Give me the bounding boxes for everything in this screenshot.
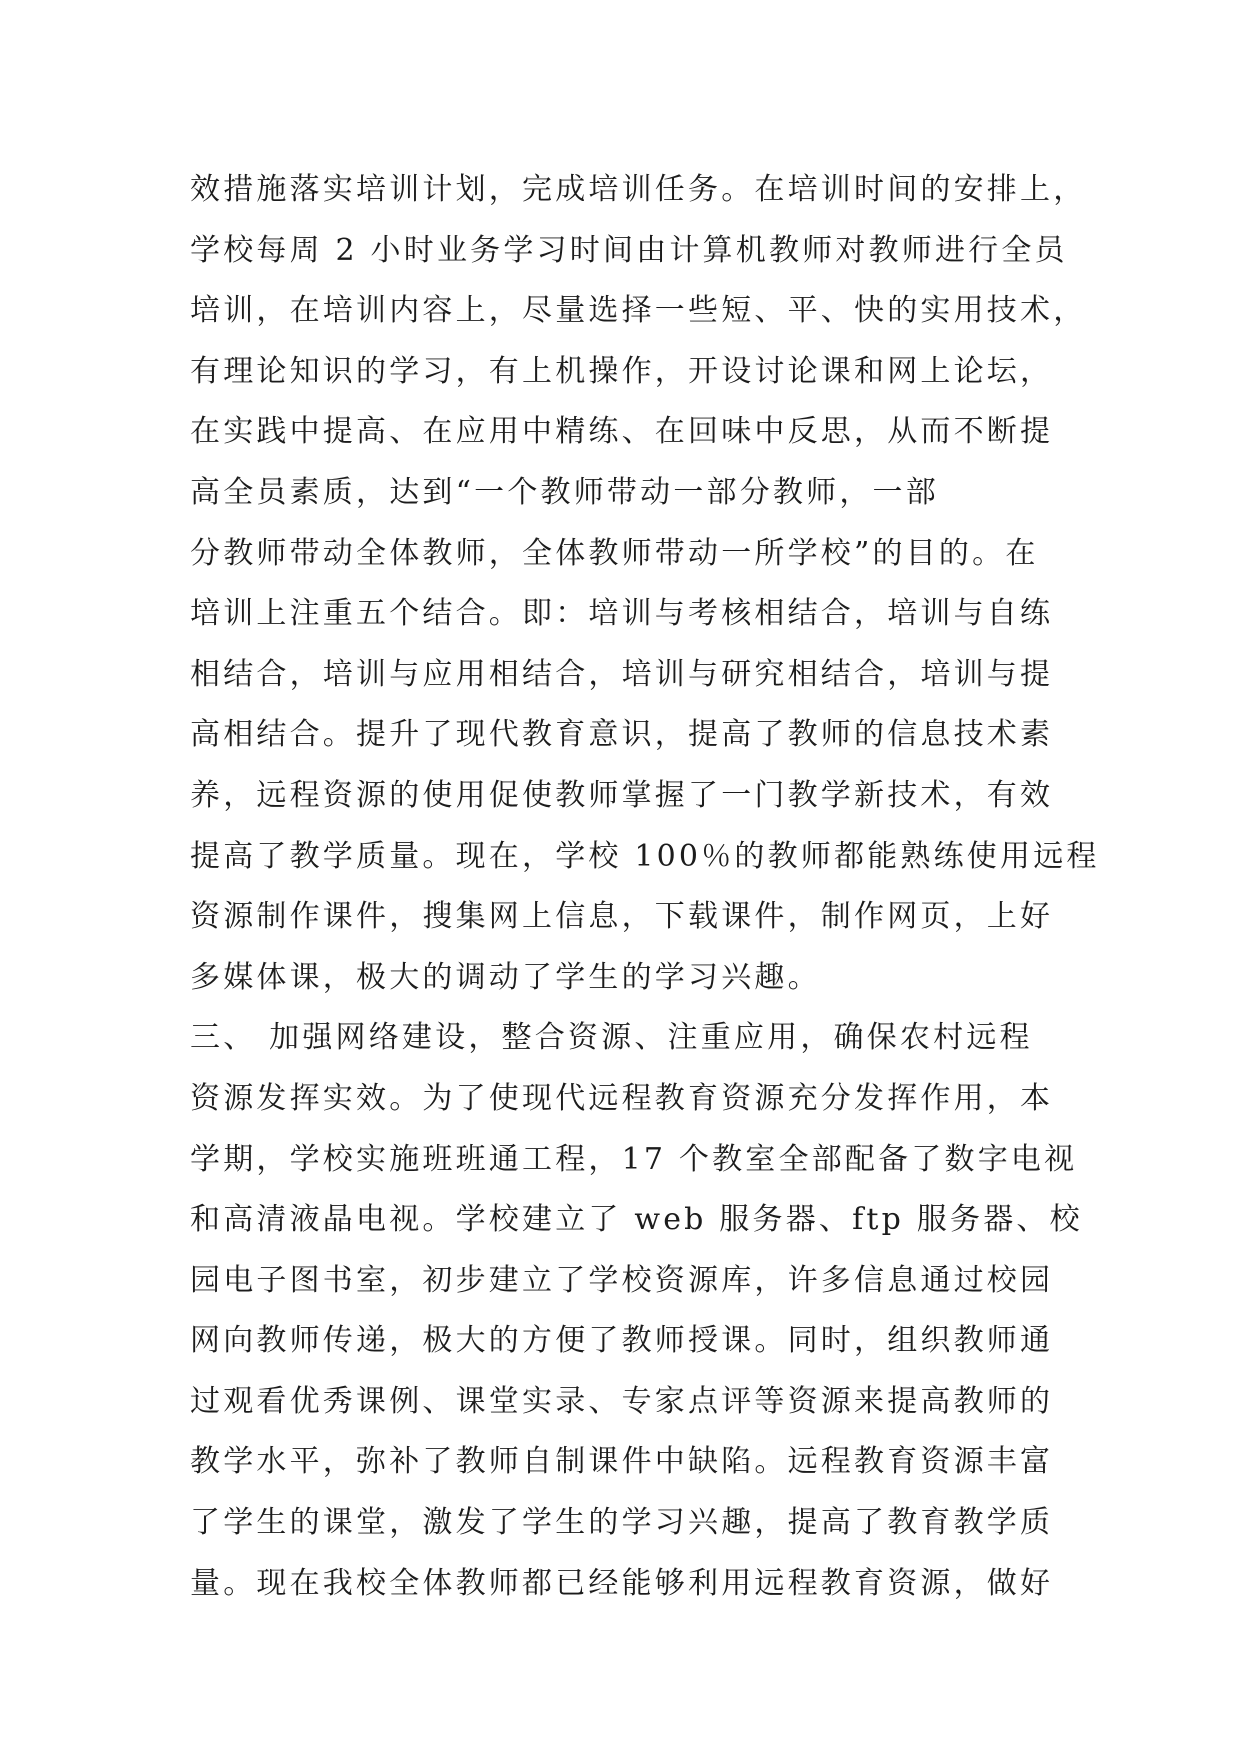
text-line: 高全员素质，达到“一个教师带动一部分教师，一部 [190,474,939,510]
text-line: 园电子图书室，初步建立了学校资源库，许多信息通过校园 [190,1262,1054,1298]
text-line: 学校每周 2 小时业务学习时间由计算机教师对教师进行全员 [190,232,1068,268]
text-line: 高相结合。提升了现代教育意识，提高了教师的信息技术素 [190,717,1054,753]
text-line: 过观看优秀课例、课堂实录、专家点评等资源来提高教师的 [190,1383,1054,1419]
text-line: 学期，学校实施班班通工程，17 个教室全部配备了数字电视 [190,1141,1078,1177]
text-line: 多媒体课，极大的调动了学生的学习兴趣。 [190,959,821,995]
text-line: 培训，在培训内容上，尽量选择一些短、平、快的实用技术， [190,293,1087,329]
text-line: 量。现在我校全体教师都已经能够利用远程教育资源，做好 [190,1565,1054,1601]
text-line: 资源制作课件，搜集网上信息，下载课件，制作网页，上好 [190,899,1054,935]
text-line: 效措施落实培训计划，完成培训任务。在培训时间的安排上， [190,172,1087,207]
text-line: 了学生的课堂，激发了学生的学习兴趣，提高了教育教学质 [190,1505,1054,1541]
text-line: 相结合，培训与应用相结合，培训与研究相结合，培训与提 [190,656,1054,692]
body-text [190,160,1100,1614]
text-line: 分教师带动全体教师，全体教师带动一所学校”的目的。在 [190,535,1039,571]
text-line: 提高了教学质量。现在，学校 100％的教师都能熟练使用远程 [190,838,1100,874]
text-line: 资源发挥实效。为了使现代远程教育资源充分发挥作用，本 [190,1080,1054,1116]
text-line: 三、 加强网络建设，整合资源、注重应用，确保农村远程 [190,1020,1033,1056]
text-line: 在实践中提高、在应用中精练、在回味中反思，从而不断提 [190,414,1054,450]
text-line: 网向教师传递，极大的方便了教师授课。同时，组织教师通 [190,1323,1054,1359]
text-line: 和高清液晶电视。学校建立了 web 服务器、ftp 服务器、校 [190,1202,1083,1238]
text-line: 培训上注重五个结合。即：培训与考核相结合，培训与自练 [190,596,1054,632]
text-line: 养，远程资源的使用促使教师掌握了一门教学新技术，有效 [190,777,1054,813]
text-line: 教学水平，弥补了教师自制课件中缺陷。远程教育资源丰富 [190,1444,1054,1480]
text-line: 有理论知识的学习，有上机操作，开设讨论课和网上论坛， [190,353,1054,389]
